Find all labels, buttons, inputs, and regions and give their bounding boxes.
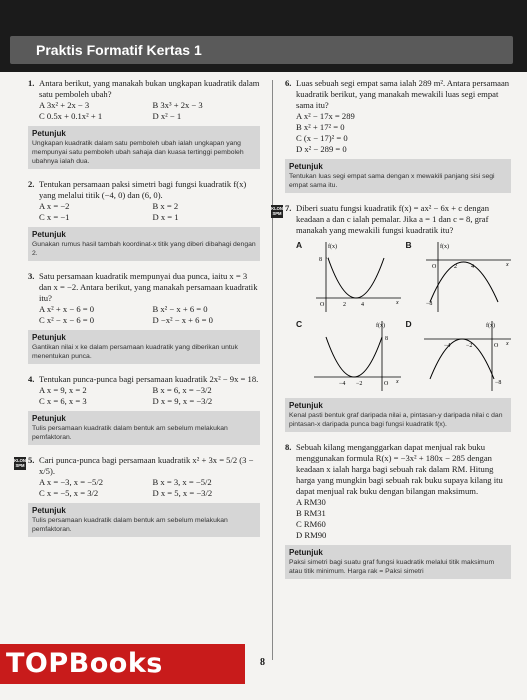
fx-label: f(x) [485,323,495,329]
tick-label: −4 [339,381,346,387]
page-title: Praktis Formatif Kertas 1 [10,36,513,64]
hint-title: Petunjuk [289,401,323,410]
tick-label: O [320,302,325,308]
column-divider [272,80,273,660]
option-c[interactable]: C x² − x − 6 = 0 [39,315,95,325]
klon-spm-badge: KLON SPM [271,206,283,216]
hint-title: Petunjuk [289,548,323,557]
question-text: Cari punca-punca bagi persamaan kuadratik x² + 3x = 5/2 (3 − x/5). [39,455,254,476]
question-number: 8. [285,442,292,452]
tick-label: O [431,264,436,270]
question-1 [28,78,260,122]
option-b[interactable]: B x = 2 [152,201,179,211]
graph-option-b[interactable] [406,240,512,315]
options [39,100,260,122]
option-a[interactable]: A RM30 [296,497,326,507]
hint-box [28,411,260,445]
graph-label: B [405,240,412,250]
hint-text: Gunakan rumus hasil tambah koordinat-x titik yang diberi dibahagi dengan 2. [32,241,256,257]
tick-label: x [396,379,399,385]
hint-box [285,398,511,432]
hint-box [285,545,511,579]
options [296,497,511,541]
question-number: 1. [28,78,35,88]
hint-text: Gantikan nilai x ke dalam persamaan kuadratik yang diberikan untuk menentukan punca. [32,344,238,360]
hint-text: Ungkapan kuadratik dalam satu pemboleh ubah ialah ungkapan yang mempunyai satu pemboleh ubah sahaja dan kuasa tertinggi pemboleh ubahnya ialah dua. [32,140,244,165]
tick-label: 8 [385,336,388,342]
question-text: Diberi suatu fungsi kuadratik f(x) = ax² − 6x + c dengan keadaan a dan c ialah pemalar. Jika a = 1 dan c = 8, graf manakah yang mewakili fungsi kuadratik itu? [296,203,489,235]
left-column [14,78,260,547]
graph-c-plot [306,319,404,394]
graph-label: A [296,240,303,250]
hint-title: Petunjuk [32,333,66,342]
option-d[interactable]: D RM90 [296,530,327,540]
question-6 [285,78,511,155]
tick-label: −2 [356,381,363,387]
tick-label: −4 [443,343,450,349]
question-8 [285,442,511,541]
hint-title: Petunjuk [289,162,323,171]
fx-label: f(x) [439,244,449,250]
header-banner [0,0,527,72]
hint-box [28,503,260,537]
hint-box [28,126,260,169]
question-text: Tentukan punca-punca bagi persamaan kuadratik 2x² − 9x = 18. [39,374,259,384]
option-b[interactable]: B x² + 17² = 0 [296,122,345,132]
fx-label: f(x) [328,244,337,250]
hint-box [28,330,260,364]
question-text: Satu persamaan kuadratik mempunyai dua punca, iaitu x = 3 dan x = −2. Antara berikut, yang manakah persamaan kuadratik itu? [39,271,258,303]
option-a[interactable]: A x² − 17x = 289 [296,111,355,121]
tick-label: 8 [319,257,322,263]
tick-label: x [505,262,509,268]
tick-label: 4 [470,264,474,270]
question-number: 6. [285,78,292,88]
question-text: Sebuah kilang menganggarkan dapat menjual rak buku menggunakan formula R(x) = −3x² + 180x − 285 dengan keadaan x ialah harga bagi sebuah rak dalam RM. Hitung harga yang mungkin bagi sebuah rak buku supaya kilang itu dapat menjual rak buku dengan bilangan maksimum. [296,442,503,496]
question-number: 5. [28,455,35,465]
graph-options [296,240,511,394]
question-3 [28,271,260,326]
question-7 [271,203,511,394]
hint-title: Petunjuk [32,230,66,239]
tick-label: 2 [453,264,457,270]
fx-label: f(x) [376,323,385,329]
option-a[interactable]: A x² + x − 6 = 0 [39,304,95,314]
question-2 [28,179,260,223]
hint-text: Tulis persamaan kuadratik dalam bentuk am sebelum melakukan pemfaktoran. [32,517,228,533]
graph-a-plot [306,240,404,315]
hint-text: Kenal pasti bentuk graf daripada nilai a, pintasan-y daripada nilai c dan pintasan-x daripada punca bagi fungsi kuadratik f(x). [289,412,503,428]
option-c[interactable]: C (x − 17)² = 0 [296,133,348,143]
options [39,477,260,499]
question-5 [14,455,260,499]
option-a[interactable]: A 3x² + 2x − 3 [39,100,90,110]
question-number: 4. [28,374,35,384]
tick-label: x [505,341,509,347]
option-d[interactable]: D x = 9, x = −3/2 [152,396,213,406]
hint-box [28,227,260,261]
options [296,111,511,155]
hint-title: Petunjuk [32,129,66,138]
question-number: 3. [28,271,35,281]
question-text: Antara berikut, yang manakah bukan ungkapan kuadratik dalam satu pemboleh ubah? [39,78,260,99]
hint-title: Petunjuk [32,506,66,515]
option-a[interactable]: A x = −2 [39,201,70,211]
option-c[interactable]: C RM60 [296,519,326,529]
question-text: Tentukan persamaan paksi simetri bagi fungsi kuadratik f(x) yang melalui titik (−4, 0) dan (6, 0). [39,179,247,200]
option-d[interactable]: D −x² − x + 6 = 0 [152,315,213,325]
option-a[interactable]: A x = 9, x = 2 [39,385,87,395]
hint-title: Petunjuk [32,414,66,423]
page-number: 8 [260,657,265,668]
hint-text: Tentukan luas segi empat sama dengan x mewakili panjang sisi segi empat sama itu. [289,173,495,189]
option-c[interactable]: C x = 6, x = 3 [39,396,87,406]
question-text: Luas sebuah segi empat sama ialah 289 m². Antara persamaan kuadratik berikut, yang manakah mewakili luas segi empat sama itu? [296,78,510,110]
option-b[interactable]: B 3x³ + 2x − 3 [152,100,203,110]
option-b[interactable]: B RM31 [296,508,326,518]
tick-label: x [396,300,399,306]
hint-text: Paksi simetri bagi suatu graf fungsi kuadratik melalui titik maksimum atau titik minimum. Harga rak = Paksi simetri [289,559,495,575]
tick-label: −8 [425,301,432,307]
option-c[interactable]: C x = −5, x = 3/2 [39,488,99,498]
watermark-logo: TOPBooks [0,644,245,684]
option-d[interactable]: D x² − 289 = 0 [296,144,347,154]
graph-label: D [405,319,412,329]
option-c[interactable]: C 0.5x + 0.1x² + 1 [39,111,103,121]
graph-option-c[interactable] [296,319,402,394]
tick-label: 4 [361,302,364,308]
question-number: 2. [28,179,35,189]
hint-text: Tulis persamaan kuadratik dalam bentuk am sebelum melakukan pemfaktoran. [32,425,228,441]
option-b[interactable]: B x² − x + 6 = 0 [152,304,208,314]
option-d[interactable]: D x = 5, x = −3/2 [152,488,213,498]
graph-b-plot [416,240,514,315]
hint-box [285,159,511,193]
options [39,304,260,326]
option-d[interactable]: D x² − 1 [152,111,182,121]
question-4 [28,374,260,407]
tick-label: −8 [494,380,501,386]
option-b[interactable]: B x = 6, x = −3/2 [152,385,212,395]
options [39,385,260,407]
option-b[interactable]: B x = 3, x = −5/2 [152,477,212,487]
graph-label: C [296,319,303,329]
option-d[interactable]: D x = 1 [152,212,179,222]
options [39,201,260,223]
graph-option-d[interactable] [406,319,512,394]
question-number: 7. [285,203,292,213]
graph-option-a[interactable] [296,240,402,315]
graph-d-plot [416,319,514,394]
option-c[interactable]: C x = −1 [39,212,70,222]
tick-label: O [493,343,498,349]
tick-label: O [384,381,389,387]
tick-label: −2 [465,343,472,349]
klon-spm-badge: KLON SPM [14,458,26,468]
right-column [271,78,511,589]
tick-label: 2 [343,302,346,308]
option-a[interactable]: A x = −3, x = −5/2 [39,477,104,487]
